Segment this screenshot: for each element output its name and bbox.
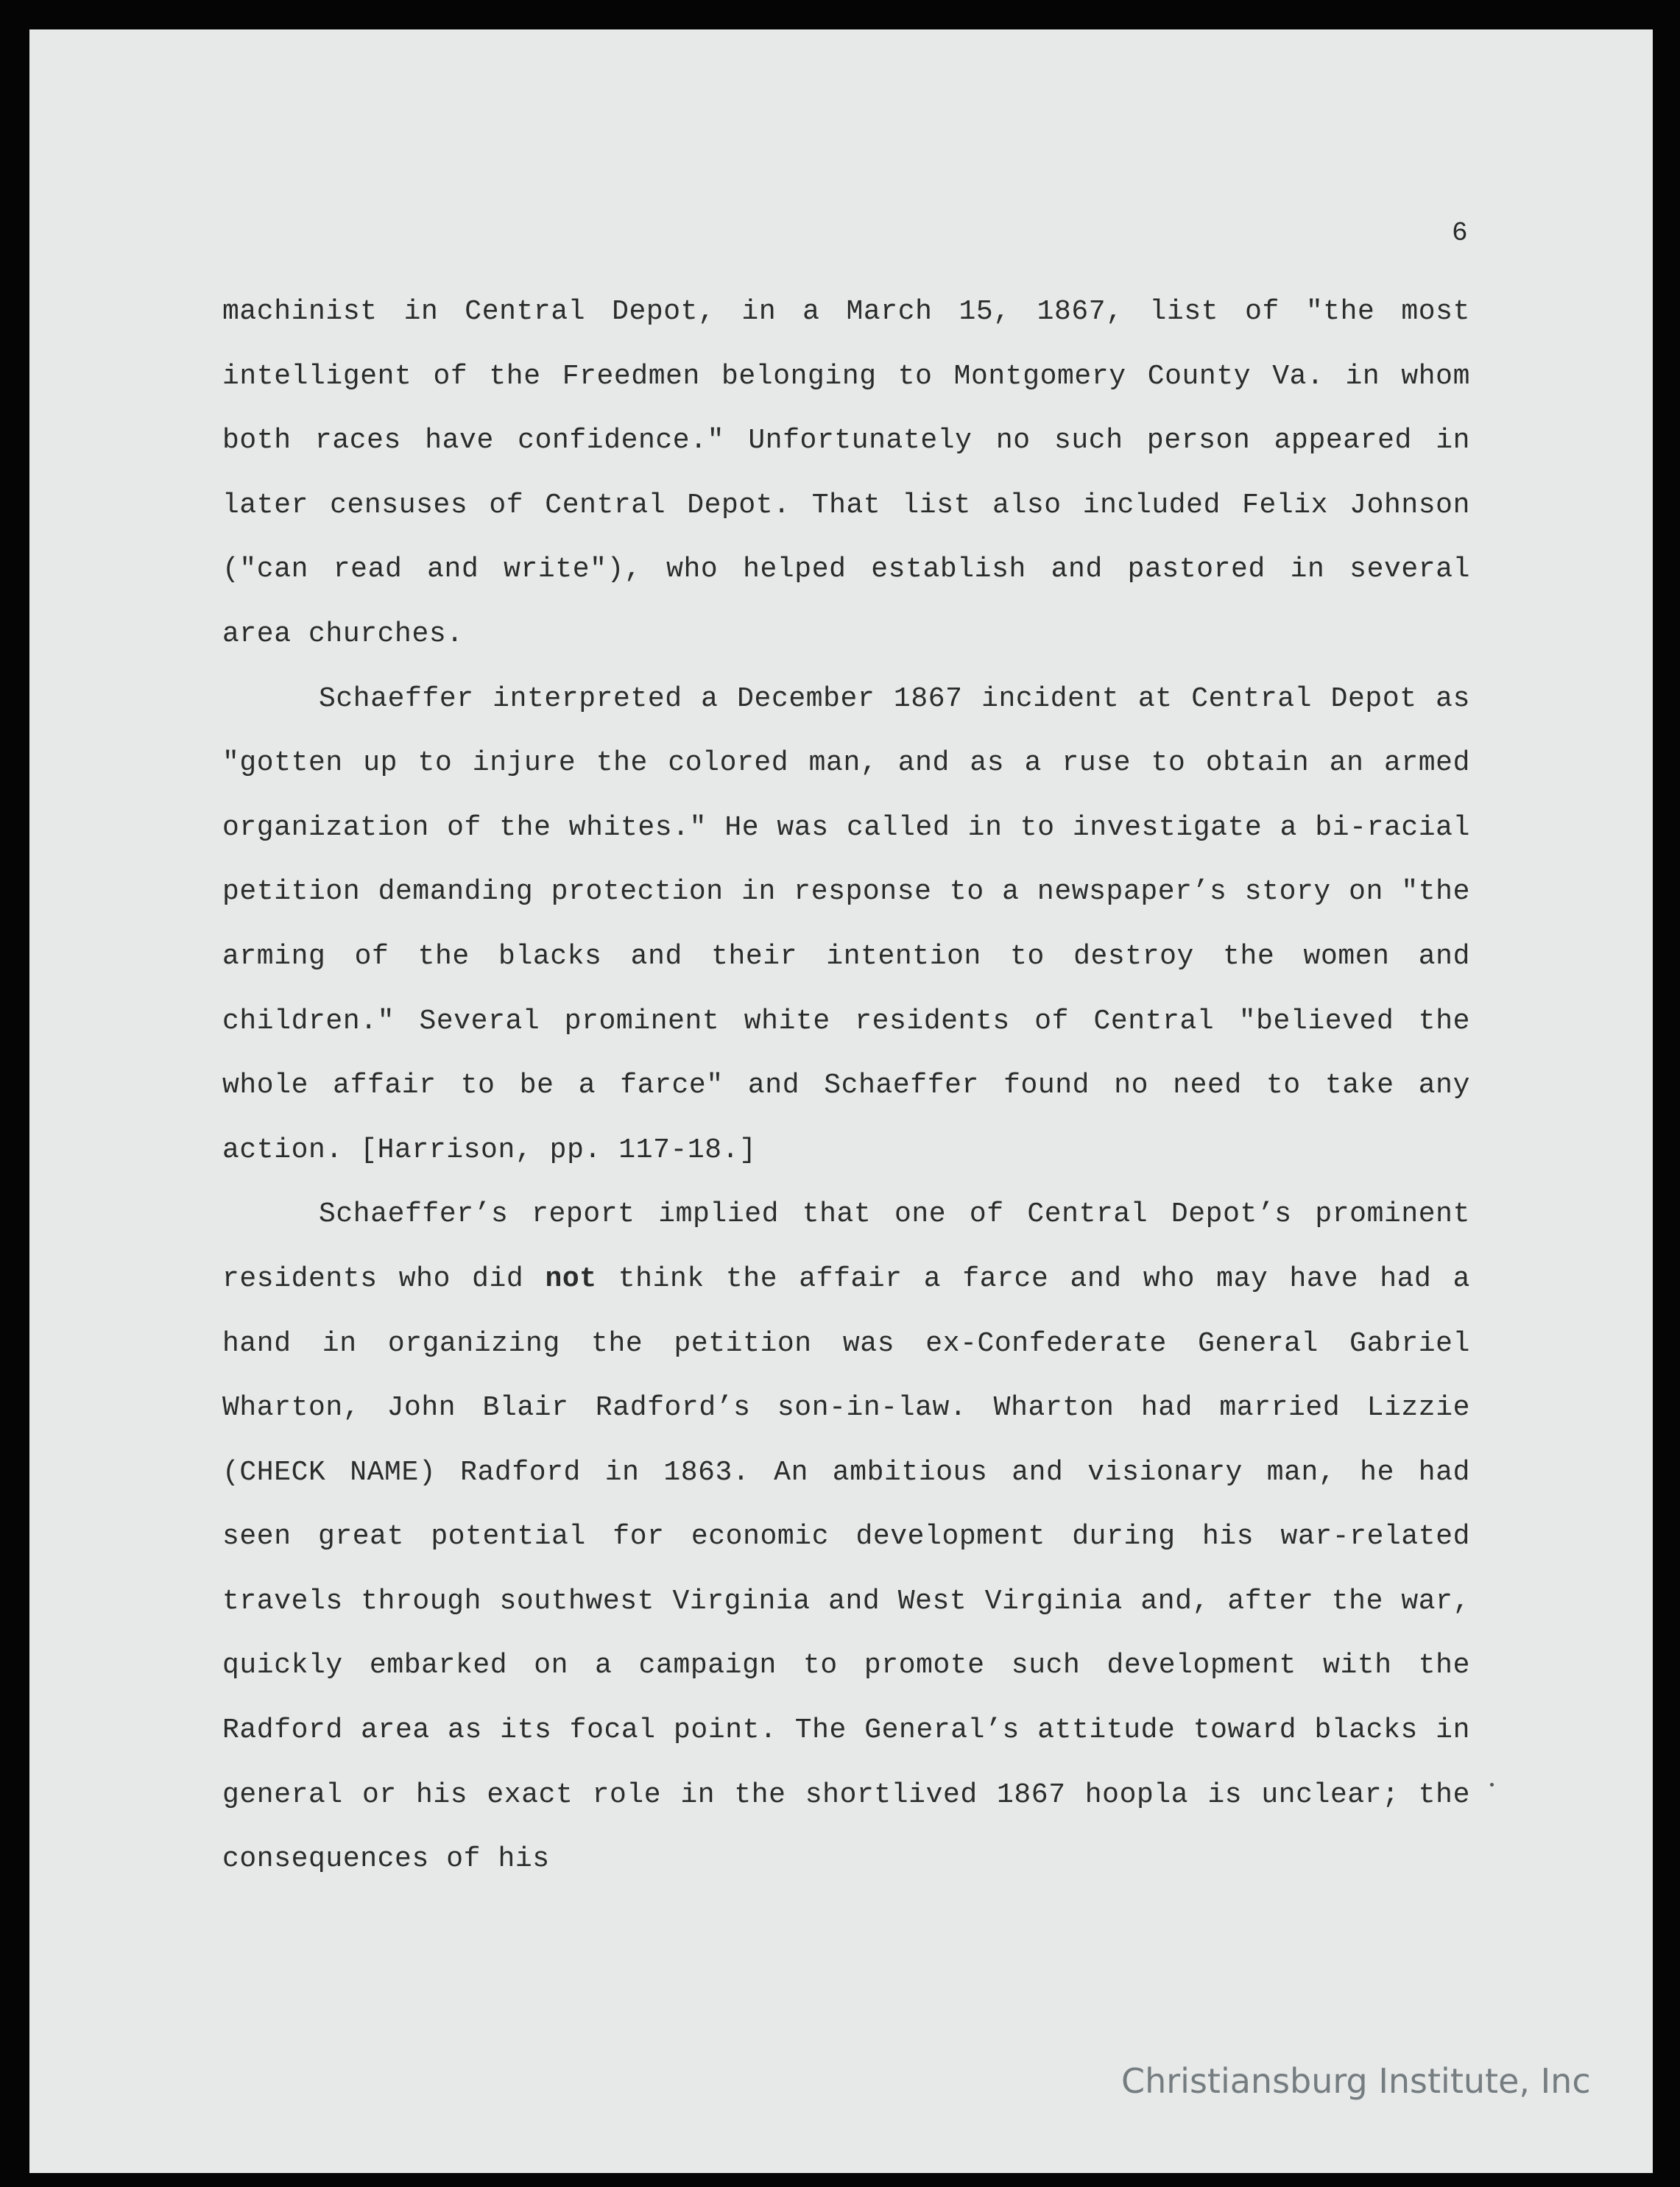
body-text [222, 280, 1470, 1892]
emphasis-not: not [545, 1262, 597, 1295]
paragraph-2: Schaeffer interpreted a December 1867 incident at Central Depot as "gotten up to injure the colored man, and as a ruse to obtain an armed organization of the whites." He was called in to investigate a bi-racial petition demanding protection in response to a newspaper’s story on "the arming of the blacks and their intention to destroy the women and children." Several prominent white residents of Central "believed the whole affair to be a farce" and Schaeffer found no need to take any action. [Harrison, pp. 117-18.] [222, 682, 1470, 1166]
paragraph-3-start: Schaeffer’s report implied that one of Central Depot’s prominent residents who did [222, 1198, 1470, 1295]
paragraph-3 [222, 1182, 1470, 1892]
page-number: 6 [1452, 218, 1468, 248]
paragraph-3-end: think the affair a farce and who may have had a hand in organizing the petition was ex-Confederate General Gabriel Wharton, John Blair Radford’s son-in-law. Wharton had married Lizzie (CHECK NAME) Radford in 1863. An ambitious and visionary man, he had seen great potential for economic development during his war-related travels through southwest Virginia and West Virginia and, after the war, quickly embarked on a campaign to promote such development with the Radford area as its focal point. The General’s attitude toward blacks in general or his exact role in the shortlived 1867 hoopla is unclear; the consequences of his [222, 1262, 1470, 1876]
stray-mark [1490, 1783, 1494, 1787]
paragraph-1: machinist in Central Depot, in a March 15, 1867, list of "the most intelligent of the Freedmen belonging to Montgomery County Va. in whom both races have confidence." Unfortunately no such person appeared in later censuses of Central Depot. That list also included Felix Johnson ("can read and write"), who helped establish and pastored in several area churches. [222, 296, 1470, 650]
watermark: Christiansburg Institute, Inc [1121, 2061, 1591, 2101]
